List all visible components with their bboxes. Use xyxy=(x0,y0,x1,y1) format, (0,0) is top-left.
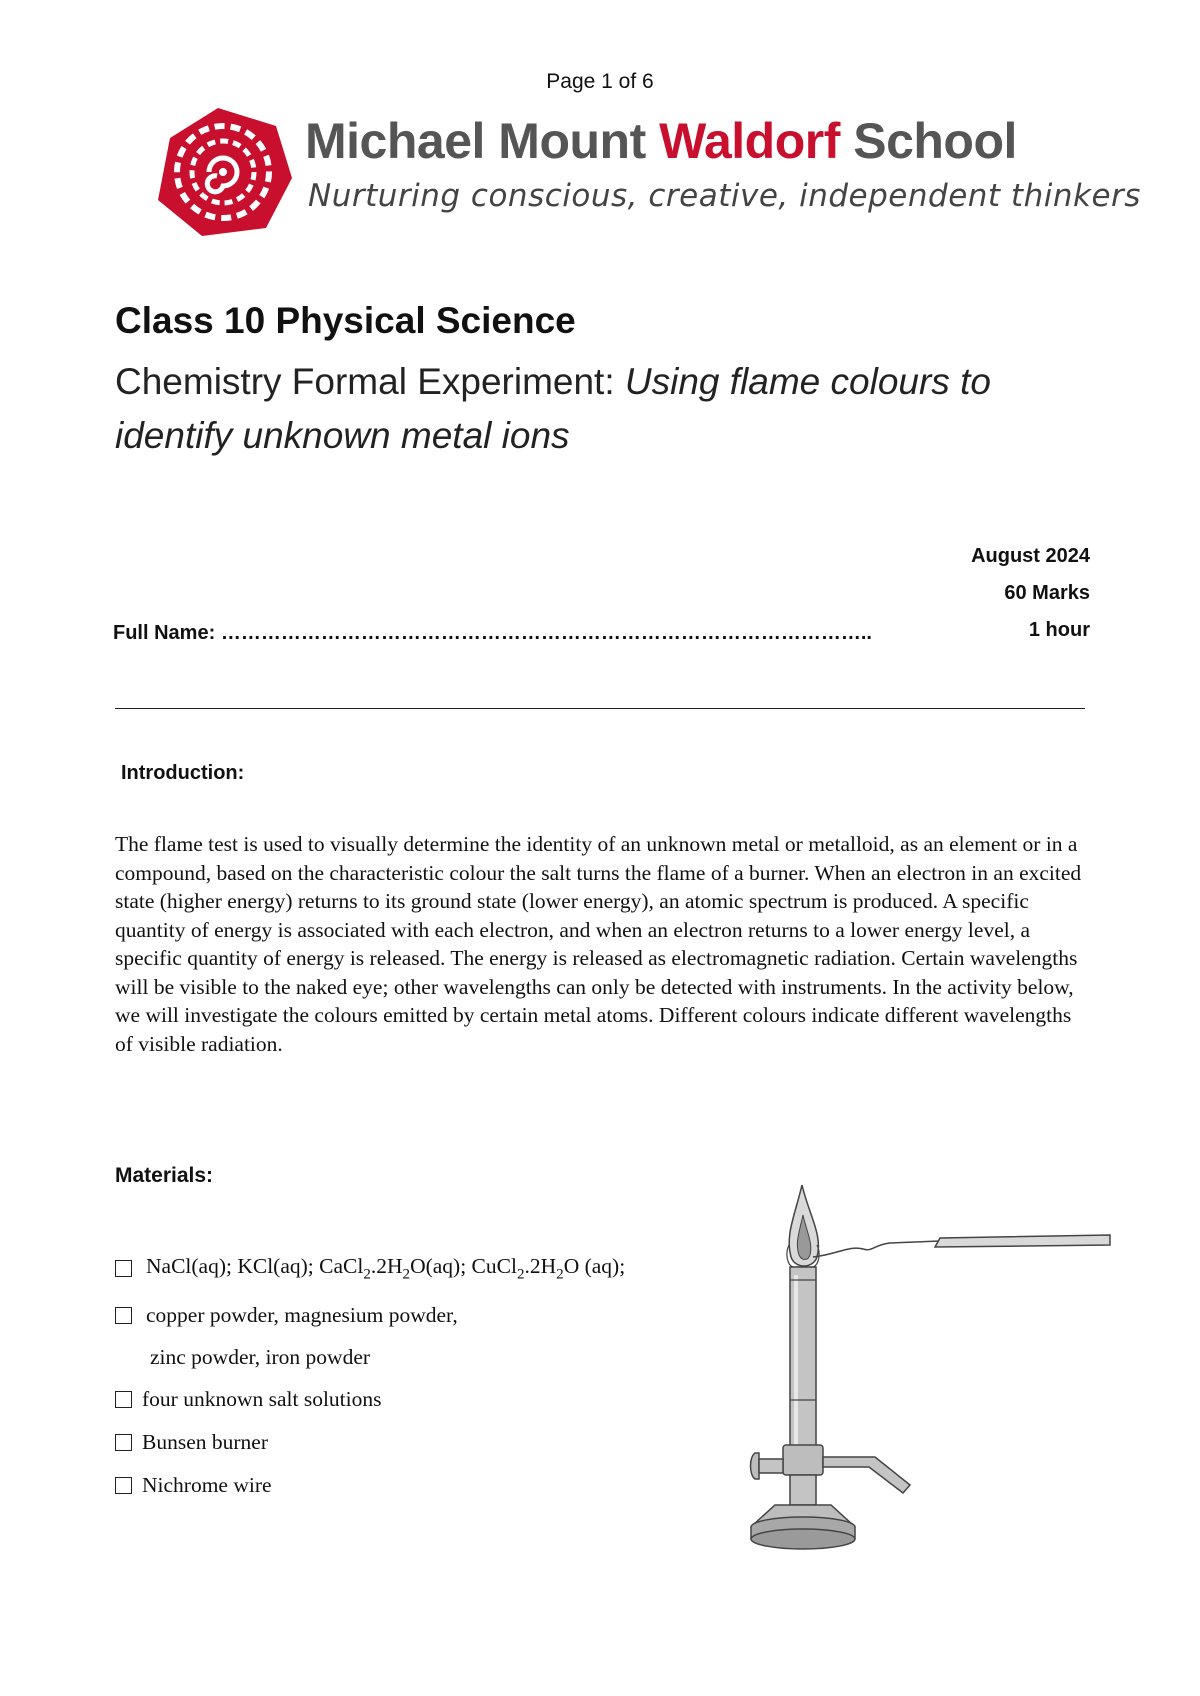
salts-sub-4: 2 xyxy=(556,1266,564,1283)
salts-text-3: O(aq); CuCl xyxy=(410,1254,517,1278)
introduction-text: The flame test is used to visually determine the identity of an unknown metal or metalloid, as an element or in a compound, based on the characteristic colour the salt turns the flame of a burner. When an electron in an excited state (higher energy) returns to its ground state (lower energy), an atomic spectrum is produced. A specific quantity of energy is associated with each electron, and when an electron returns to a lower energy level, a specific quantity of energy is released. The energy is released as electromagnetic radiation. Certain wavelengths will be visible to the naked eye; other wavelengths can only be detected with instruments. In the activity below, we will investigate the colours emitted by certain metal atoms. Different colours indicate different wavelengths of visible radiation. xyxy=(115,832,1082,1056)
material-item-unknown-salts xyxy=(115,1387,381,1412)
material-item-salts xyxy=(115,1254,625,1283)
full-name-label: Full Name: xyxy=(113,622,216,644)
checkbox[interactable] xyxy=(115,1434,132,1451)
full-name-dots: …………………………………………………………………………………….. xyxy=(220,622,872,644)
checkbox[interactable] xyxy=(115,1477,132,1494)
material-item-bunsen-burner xyxy=(115,1430,268,1455)
salts-sub-1: 2 xyxy=(363,1266,371,1283)
school-tagline: Nurturing conscious, creative, independent thinkers xyxy=(308,178,1141,214)
salts-text-5: O (aq); xyxy=(563,1254,626,1278)
school-name xyxy=(305,112,1017,170)
material-item-nichrome-wire xyxy=(115,1473,272,1498)
material-nichrome-wire-text: Nichrome wire xyxy=(142,1473,272,1497)
material-unknown-salts-text: four unknown salt solutions xyxy=(142,1387,382,1411)
material-powders-line2: zinc powder, iron powder xyxy=(150,1345,371,1369)
document-subtitle xyxy=(115,355,1075,463)
material-item-powders xyxy=(115,1303,458,1328)
school-name-part1: Michael Mount xyxy=(305,113,660,169)
full-name-field[interactable] xyxy=(113,622,872,645)
exam-duration: 1 hour xyxy=(1028,619,1090,641)
salts-sub-3: 2 xyxy=(516,1266,525,1283)
checkbox[interactable] xyxy=(115,1307,132,1324)
exam-meta xyxy=(971,538,1090,649)
subtitle-italic: Using flame colours to identify unknown metal ions xyxy=(115,361,991,456)
salts-text-2: .2H xyxy=(370,1254,403,1278)
introduction-heading: Introduction: xyxy=(121,762,245,784)
divider-line xyxy=(115,708,1085,709)
checkbox[interactable] xyxy=(115,1391,132,1408)
materials-heading: Materials: xyxy=(115,1164,214,1187)
school-name-part2: School xyxy=(839,113,1017,169)
school-name-accent: Waldorf xyxy=(659,113,840,169)
exam-marks: 60 Marks xyxy=(1004,582,1090,604)
material-salts-text xyxy=(146,1254,625,1283)
material-bunsen-burner-text: Bunsen burner xyxy=(142,1430,268,1454)
material-powders-line1: copper powder, magnesium powder, xyxy=(146,1303,458,1327)
checkbox[interactable] xyxy=(115,1260,132,1277)
page-number: Page 1 of 6 xyxy=(546,70,654,93)
exam-date: August 2024 xyxy=(971,545,1090,567)
salts-text-4: .2H xyxy=(524,1254,557,1278)
salts-sub-2: 2 xyxy=(402,1266,411,1283)
salts-text-1: NaCl(aq); KCl(aq); CaCl xyxy=(146,1254,364,1278)
school-logo-icon xyxy=(148,100,298,240)
material-item-powders-cont xyxy=(150,1345,370,1370)
bunsen-burner-illustration xyxy=(745,1175,1115,1555)
document-title: Class 10 Physical Science xyxy=(115,300,576,341)
subtitle-prefix: Chemistry Formal Experiment: xyxy=(115,361,625,402)
